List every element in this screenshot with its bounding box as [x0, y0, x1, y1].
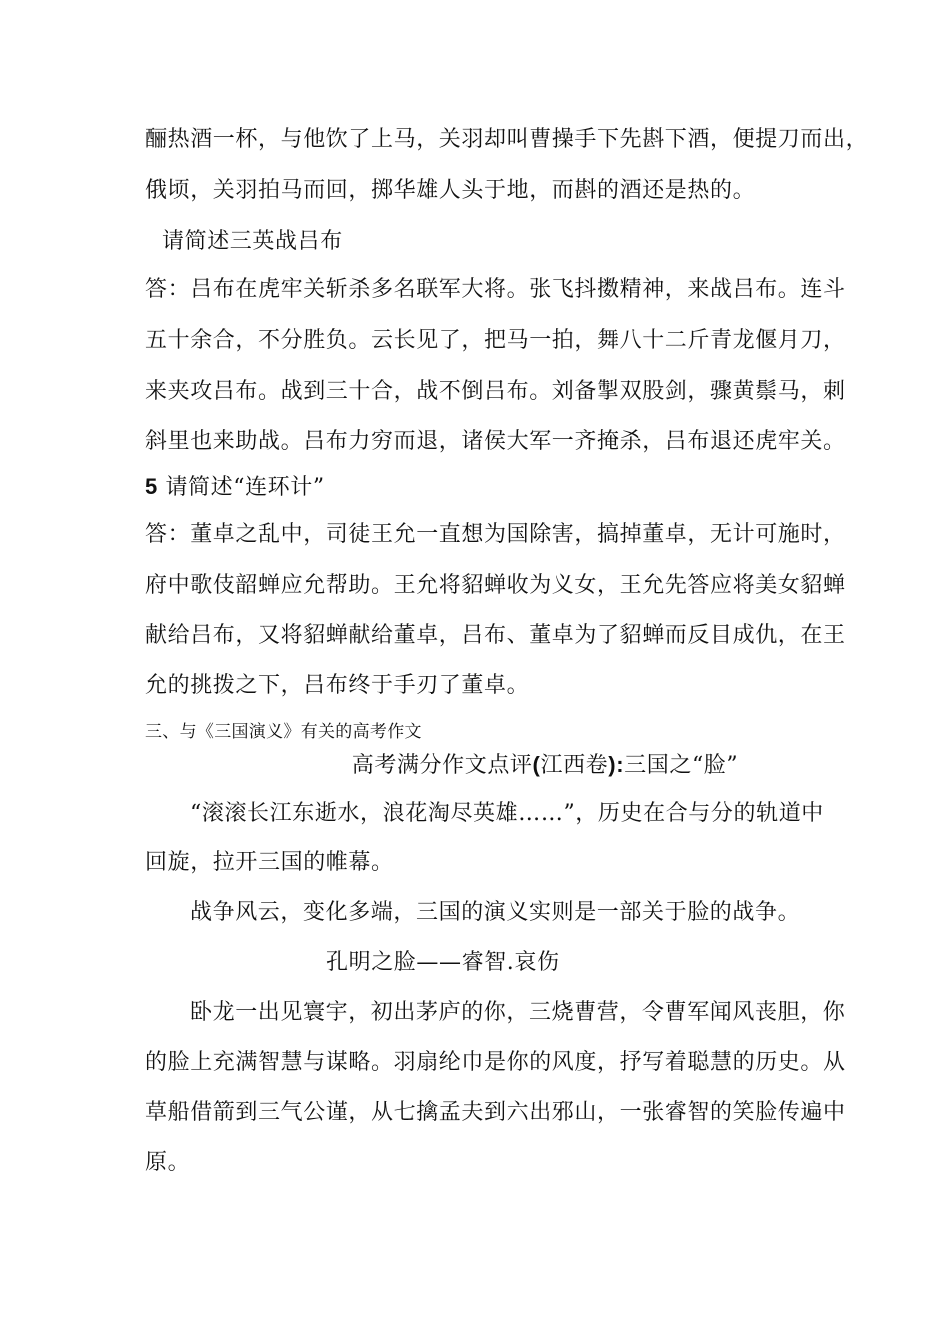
paragraph-line: 俄顷，关羽拍马而回，掷华雄人头于地，而斟的酒还是热的。 [145, 178, 756, 203]
answer-line: 五十余合，不分胜负。云长见了，把马一拍，舞八十二斤青龙偃月刀， [145, 328, 846, 353]
answer-line: 献给吕布，又将貂蝉献给董卓，吕布、董卓为了貂蝉而反目成仇，在王 [145, 623, 846, 648]
essay-title-part: 高考满分作文点评 [351, 753, 533, 778]
essay-title-paren: ): [608, 752, 625, 777]
section-heading: 三、与《三国演义》有关的高考作文 [145, 722, 422, 742]
essay-title [150, 750, 940, 781]
essay-line: 回旋，拉开三国的帷幕。 [145, 850, 394, 875]
essay-line: “滚滚长江东逝水，浪花淘尽英雄……”，历史在合与分的轨道中 [190, 801, 824, 826]
answer-line: 允的挑拨之下，吕布终于手刃了董卓。 [145, 673, 530, 698]
essay-title-paren: ( [532, 752, 541, 777]
essay-title-part: 三国之“脸” [624, 753, 739, 778]
essay-subheading: 孔明之脸——睿智.哀伤 [326, 950, 560, 975]
question-5 [145, 472, 810, 503]
essay-line: 草船借箭到三气公谨，从七擒孟夫到六出邪山，一张睿智的笑脸传遍中 [145, 1100, 846, 1125]
answer-line: 答：董卓之乱中，司徒王允一直想为国除害，搞掉董卓，无计可施时， [145, 522, 846, 547]
paragraph-line: 酾热酒一杯，与他饮了上马，关羽却叫曹操手下先斟下酒，便提刀而出， [145, 127, 869, 152]
answer-line: 斜里也来助战。吕布力穷而退，诸侯大军一齐掩杀，吕布退还虎牢关。 [145, 429, 846, 454]
essay-line: 卧龙一出见寰宇，初出茅庐的你，三烧曹营，令曹军闻风丧胆，你 [190, 1000, 846, 1025]
question-number: 5 [145, 474, 158, 499]
essay-title-part: 江西卷 [540, 753, 609, 778]
answer-line: 来夹攻吕布。战到三十合，战不倒吕布。刘备掣双股剑，骤黄鬃马，刺 [145, 379, 846, 404]
essay-line: 的脸上充满智慧与谋略。羽扇纶巾是你的风度，抒写着聪慧的历史。从 [145, 1050, 846, 1075]
answer-line: 答：吕布在虎牢关斩杀多名联军大将。张飞抖擞精神，来战吕布。连斗 [145, 277, 846, 302]
question-4: 请简述三英战吕布 [162, 229, 343, 254]
essay-line: 战争风云，变化多端，三国的演义实则是一部关于脸的战争。 [190, 900, 801, 925]
question-text: 请简述“连环计” [165, 475, 325, 500]
essay-line: 原。 [145, 1150, 191, 1175]
answer-line: 府中歌伎韶蝉应允帮助。王允将貂蝉收为义女，王允先答应将美女貂蝉 [145, 573, 846, 598]
